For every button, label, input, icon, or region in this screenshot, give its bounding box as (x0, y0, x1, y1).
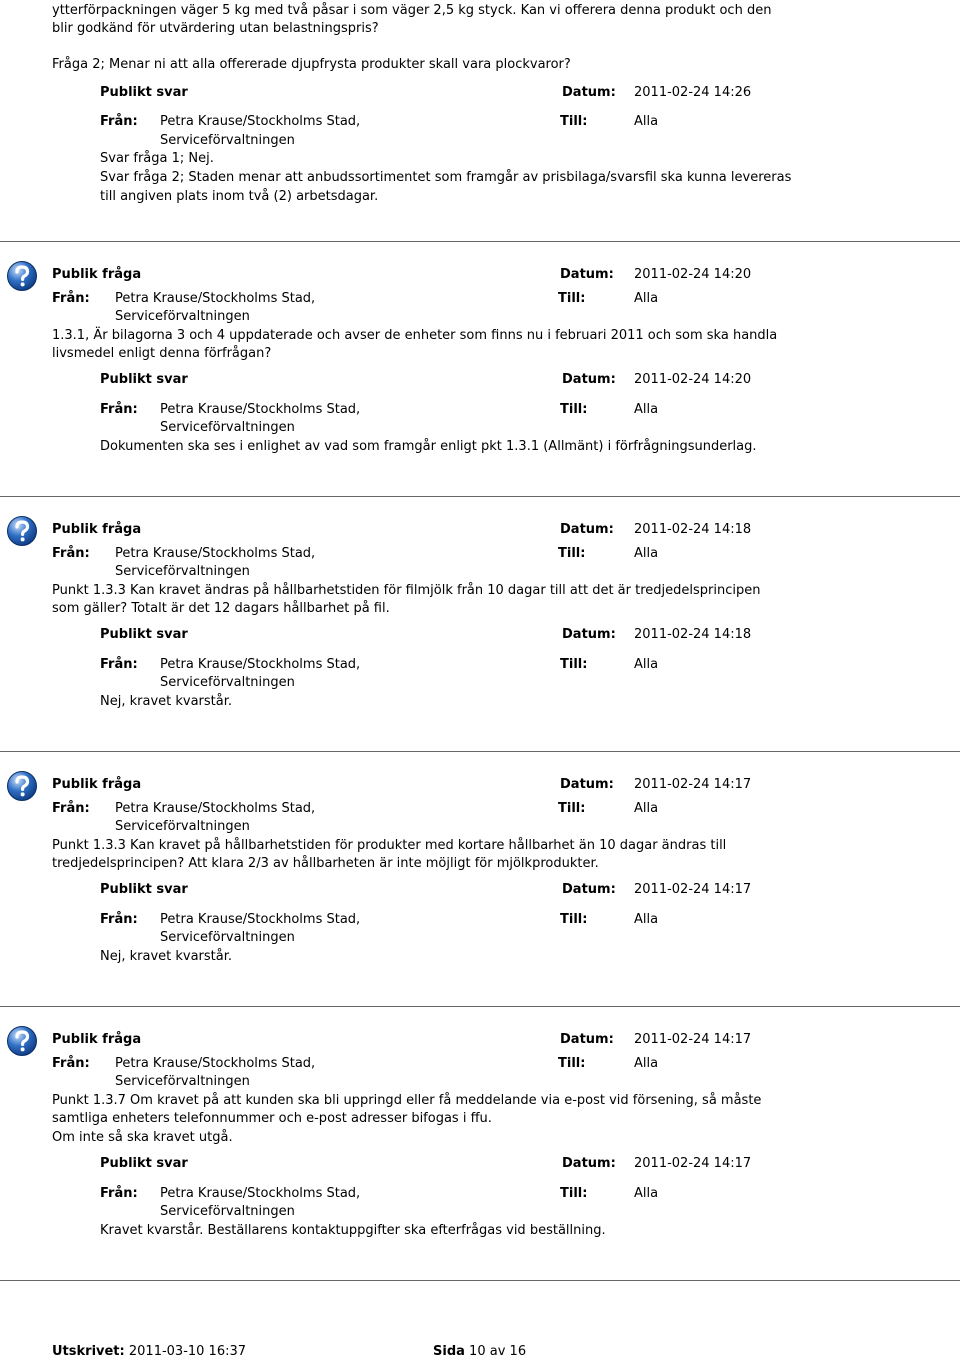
date-label: Datum: (562, 372, 616, 387)
intro-line: blir godkänd för utvärdering utan belastningspris? (52, 21, 379, 36)
separator (0, 1280, 960, 1281)
question-text: Punkt 1.3.3 Kan kravet ändras på hållbarhetstiden för filmjölk från 10 dagar till att det är tredjedelsprincipen (52, 583, 761, 598)
separator (0, 496, 960, 497)
to-label: Till: (560, 912, 588, 927)
answer-date: 2011-02-24 14:17 (634, 1156, 752, 1171)
date-label: Datum: (562, 882, 616, 897)
sender-name: Petra Krause/Stockholms Stad, (160, 1186, 361, 1201)
page-of: av (489, 1344, 506, 1359)
from-label: Från: (100, 657, 138, 672)
sender-org: Serviceförvaltningen (160, 1204, 295, 1219)
question-text: tredjedelsprincipen? Att klara 2/3 av hållbarheten är inte möjligt för mjölkprodukter. (52, 856, 599, 871)
answer-date: 2011-02-24 14:18 (634, 627, 752, 642)
answer-heading: Publikt svar (100, 627, 188, 642)
printed-footer (52, 1343, 246, 1361)
recipient: Alla (634, 657, 659, 672)
to-label: Till: (560, 1186, 588, 1201)
recipient: Alla (634, 291, 659, 306)
recipient: Alla (634, 546, 659, 561)
question-text: som gäller? Totalt är det 12 dagars hållbarhet på fil. (52, 601, 390, 616)
from-label: Från: (52, 546, 90, 561)
sender-name: Petra Krause/Stockholms Stad, (160, 114, 361, 129)
date-label: Datum: (560, 267, 614, 282)
intro-question: Fråga 2; Menar ni att alla offererade djupfrysta produkter skall vara plockvaror? (52, 57, 571, 72)
from-label: Från: (52, 1056, 90, 1071)
answer-text: Nej, kravet kvarstår. (100, 949, 233, 964)
recipient: Alla (634, 1056, 659, 1071)
page-total: 16 (509, 1344, 527, 1359)
sender-org: Serviceförvaltningen (115, 309, 250, 324)
question-text: 1.3.1, Är bilagorna 3 och 4 uppdaterade och avser de enheter som finns nu i februari 2011 och som ska handla (52, 328, 778, 343)
question-text: Punkt 1.3.7 Om kravet på att kunden ska bli uppringd eller få meddelande via e-post vid försening, så måste (52, 1093, 762, 1108)
page-label: Sida (433, 1344, 465, 1359)
answer-text: Kravet kvarstår. Beställarens kontaktuppgifter ska efterfrågas vid beställning. (100, 1223, 606, 1238)
answer-text: Nej, kravet kvarstår. (100, 694, 233, 709)
to-label: Till: (560, 114, 588, 129)
sender-org: Serviceförvaltningen (115, 564, 250, 579)
question-date: 2011-02-24 14:18 (634, 522, 752, 537)
from-label: Från: (100, 912, 138, 927)
recipient: Alla (634, 402, 659, 417)
answer-heading: Publikt svar (100, 85, 188, 100)
date-label: Datum: (562, 1156, 616, 1171)
question-text: samtliga enheters telefonnummer och e-post adresser bifogas i ffu. (52, 1111, 492, 1126)
answer-heading: Publikt svar (100, 1156, 188, 1171)
date-label: Datum: (560, 1032, 614, 1047)
question-heading: Publik fråga (52, 267, 142, 282)
date-label: Datum: (560, 777, 614, 792)
date-label: Datum: (562, 627, 616, 642)
sender-org: Serviceförvaltningen (160, 675, 295, 690)
date-label: Datum: (560, 522, 614, 537)
question-icon (6, 260, 38, 292)
sender-org: Serviceförvaltningen (115, 819, 250, 834)
answer-text: Svar fråga 1; Nej. (100, 151, 214, 166)
to-label: Till: (560, 402, 588, 417)
date-label: Datum: (562, 85, 616, 100)
sender-name: Petra Krause/Stockholms Stad, (160, 402, 361, 417)
recipient: Alla (634, 114, 659, 129)
to-label: Till: (558, 1056, 586, 1071)
answer-text: till angiven plats inom två (2) arbetsdagar. (100, 189, 379, 204)
separator (0, 241, 960, 242)
printed-value: 2011-03-10 16:37 (128, 1344, 247, 1359)
question-text: Punkt 1.3.3 Kan kravet på hållbarhetstiden för produkter med kortare hållbarhet än 10 dagar ändras till (52, 838, 727, 853)
answer-text: Dokumenten ska ses i enlighet av vad som framgår enligt pkt 1.3.1 (Allmänt) i förfrågningsunderlag. (100, 439, 757, 454)
sender-name: Petra Krause/Stockholms Stad, (115, 801, 316, 816)
from-label: Från: (52, 291, 90, 306)
answer-date: 2011-02-24 14:17 (634, 882, 752, 897)
to-label: Till: (558, 546, 586, 561)
from-label: Från: (100, 402, 138, 417)
answer-heading: Publikt svar (100, 372, 188, 387)
sender-org: Serviceförvaltningen (160, 930, 295, 945)
question-icon (6, 770, 38, 802)
question-heading: Publik fråga (52, 522, 142, 537)
question-icon (6, 515, 38, 547)
sender-name: Petra Krause/Stockholms Stad, (115, 291, 316, 306)
printed-label: Utskrivet: (52, 1344, 125, 1359)
page-current: 10 (469, 1344, 486, 1359)
to-label: Till: (558, 291, 586, 306)
intro-line: ytterförpackningen väger 5 kg med två påsar i som väger 2,5 kg styck. Kan vi offerera denna produkt och den (52, 3, 772, 18)
to-label: Till: (558, 801, 586, 816)
sender-name: Petra Krause/Stockholms Stad, (115, 1056, 316, 1071)
from-label: Från: (100, 114, 138, 129)
from-label: Från: (52, 801, 90, 816)
to-label: Till: (560, 657, 588, 672)
sender-name: Petra Krause/Stockholms Stad, (160, 912, 361, 927)
page-number (433, 1343, 526, 1361)
question-heading: Publik fråga (52, 1032, 142, 1047)
sender-org: Serviceförvaltningen (160, 133, 295, 148)
answer-date: 2011-02-24 14:26 (634, 85, 752, 100)
separator (0, 1006, 960, 1007)
question-date: 2011-02-24 14:17 (634, 777, 752, 792)
answer-heading: Publikt svar (100, 882, 188, 897)
question-date: 2011-02-24 14:20 (634, 267, 752, 282)
question-date: 2011-02-24 14:17 (634, 1032, 752, 1047)
question-text: livsmedel enligt denna förfrågan? (52, 346, 272, 361)
question-icon (6, 1025, 38, 1057)
sender-org: Serviceförvaltningen (160, 420, 295, 435)
recipient: Alla (634, 801, 659, 816)
question-text: Om inte så ska kravet utgå. (52, 1130, 233, 1145)
sender-name: Petra Krause/Stockholms Stad, (160, 657, 361, 672)
question-heading: Publik fråga (52, 777, 142, 792)
recipient: Alla (634, 912, 659, 927)
separator (0, 751, 960, 752)
from-label: Från: (100, 1186, 138, 1201)
sender-name: Petra Krause/Stockholms Stad, (115, 546, 316, 561)
sender-org: Serviceförvaltningen (115, 1074, 250, 1089)
answer-text: Svar fråga 2; Staden menar att anbudssortimentet som framgår av prisbilaga/svarsfil ska kunna levereras (100, 170, 792, 185)
recipient: Alla (634, 1186, 659, 1201)
answer-date: 2011-02-24 14:20 (634, 372, 752, 387)
